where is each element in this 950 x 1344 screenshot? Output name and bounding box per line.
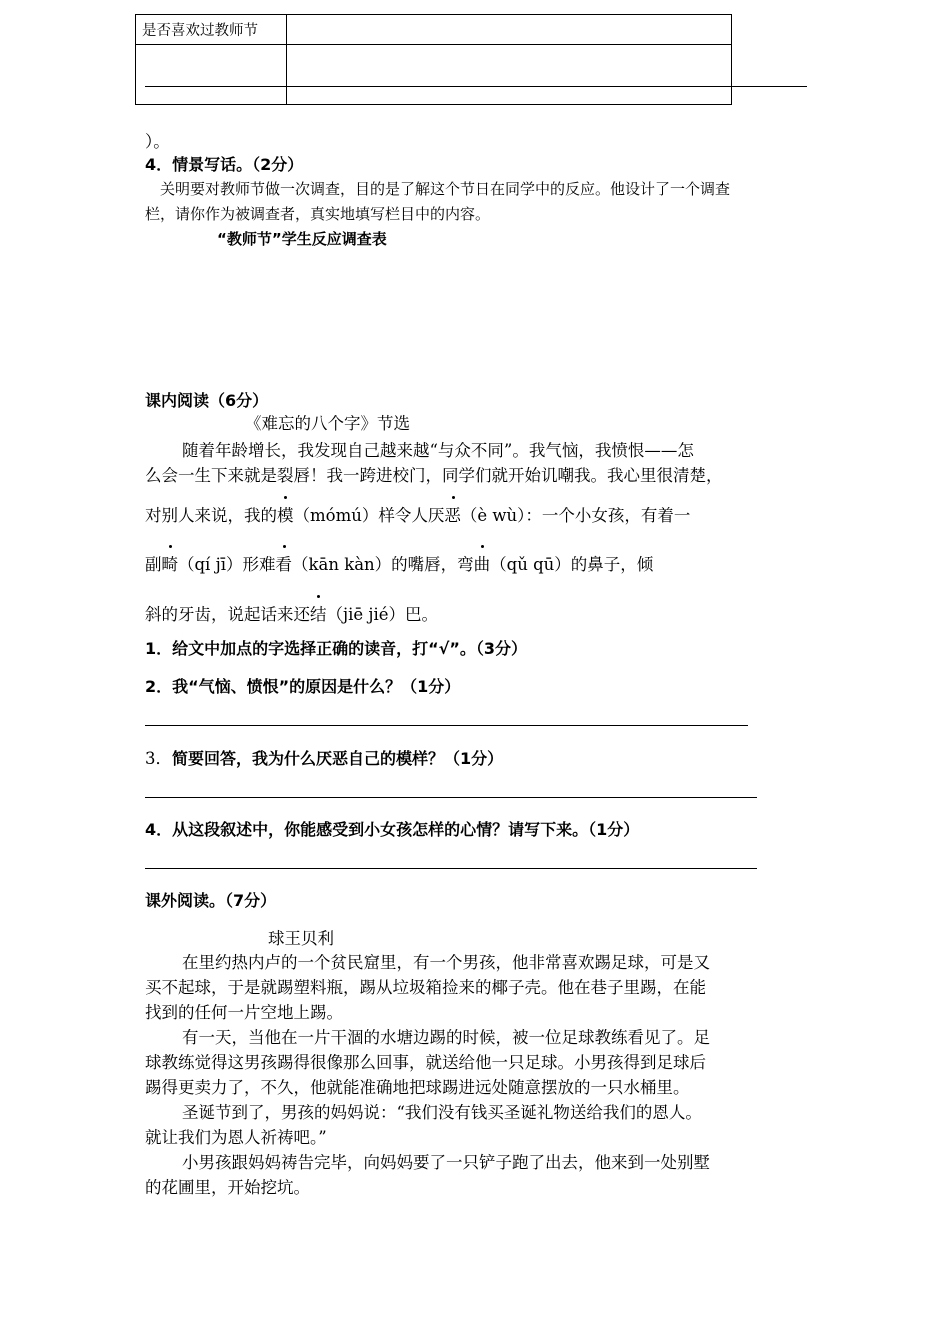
out-class-p2-line1: 有一天，当他在一片干涸的水塘边踢的时候，被一位足球教练看见了。足 [182,1028,710,1047]
line5-part-b: （jiē jié）巴。 [326,605,439,624]
line4-part-b: （qí jī）形难 [178,555,276,574]
dotted-char-ji: 畸 [162,551,179,575]
out-class-p1-line3: 找到的任何一片空地上踢。 [145,1003,343,1022]
dotted-char-wu: 恶 [444,502,461,526]
q3-tail: ）。 [145,132,170,151]
q2-answer-line[interactable] [145,725,748,726]
q4-text-line1: 关明要对教师节做一次调查，目的是了解这个节日在同学中的反应。他设计了一个调查 [160,180,731,198]
survey-table-title: “教师节”学生反应调查表 [217,230,387,248]
in-class-title: 《难忘的八个字》节选 [245,414,410,433]
survey-row1-label: 是否喜欢过教师节 [136,15,287,45]
q3-answer-line[interactable] [145,797,757,798]
line4-part-d: （qǔ qū）的鼻子，倾 [490,555,654,574]
survey-row1-value[interactable] [287,15,732,45]
out-class-heading: 课外阅读。（7分） [145,891,277,910]
out-class-p2-line2: 球教练觉得这男孩踢得很像那么回事，就送给他一只足球。小男孩得到足球后 [145,1053,706,1072]
in-class-p1-line3 [145,502,690,526]
line5-part-a: 斜的牙齿，说起话来还 [145,605,310,624]
in-class-p1-line1: 随着年龄增长，我发现自己越来越“与众不同”。我气恼，我愤恨——怎 [182,441,694,460]
survey-row2-value[interactable] [287,45,732,105]
out-class-p3-line1: 圣诞节到了，男孩的妈妈说：“我们没有钱买圣诞礼物送给我们的恩人。 [182,1103,702,1122]
in-class-p1-line4 [145,551,653,575]
q3-text: 简要回答，我为什么厌恶自己的模样？（1分） [172,749,504,768]
out-class-p4-line1: 小男孩跟妈妈祷告完毕，向妈妈要了一只铲子跑了出去，他来到一处别墅 [182,1153,710,1172]
out-class-p2-line3: 踢得更卖力了，不久，他就能准确地把球踢进远处随意摆放的一只水桶里。 [145,1078,690,1097]
out-class-p4-line2: 的花圃里，开始挖坑。 [145,1178,310,1197]
dotted-char-mo: 模 [277,502,294,526]
out-class-title: 球王贝利 [268,929,334,948]
out-class-p1-line2: 买不起球，于是就踢塑料瓶，踢从垃圾箱捡来的椰子壳。他在巷子里踢，在能 [145,978,706,997]
line4-part-c: （kān kàn）的嘴唇，弯 [291,555,474,574]
out-class-p3-line2: 就让我们为恩人祈祷吧。” [145,1128,327,1147]
dotted-char-jie: 结 [310,601,327,625]
q4-text-line2: 栏，请你作为被调查者，真实地填写栏目中的内容。 [145,205,491,223]
in-class-q3 [145,745,503,769]
answer-line [145,86,807,87]
in-class-q4: 4．从这段叙述中，你能感受到小女孩怎样的心情？请写下来。（1分） [145,820,640,839]
out-class-p1-line1: 在里约热内卢的一个贫民窟里，有一个男孩，他非常喜欢踢足球，可是又 [182,953,710,972]
dotted-char-qu: 曲 [474,551,491,575]
q3-number: 3． [145,749,172,768]
q4-heading: 4．情景写话。（2分） [145,155,304,174]
in-class-p1-line5 [145,601,438,625]
survey-row2-label[interactable] [136,45,287,105]
in-class-p1-line2: 么会一生下来就是裂唇！我一跨进校门，同学们就开始讥嘲我。我心里很清楚， [145,466,723,485]
q4-answer-line[interactable] [145,868,757,869]
line4-part-a: 副 [145,555,162,574]
dotted-char-kan: 看 [275,551,292,575]
survey-table [135,14,732,105]
line3-part-a: 对别人来说，我的 [145,506,277,525]
line3-part-c: （è wù）：一个小女孩，有着一 [460,506,691,525]
in-class-heading: 课内阅读（6分） [145,391,269,410]
line3-part-b: （mómú）样令人厌 [293,506,445,525]
in-class-q1: 1．给文中加点的字选择正确的读音，打“√”。（3分） [145,639,527,658]
in-class-q2: 2．我“气恼、愤恨”的原因是什么？（1分） [145,677,461,696]
